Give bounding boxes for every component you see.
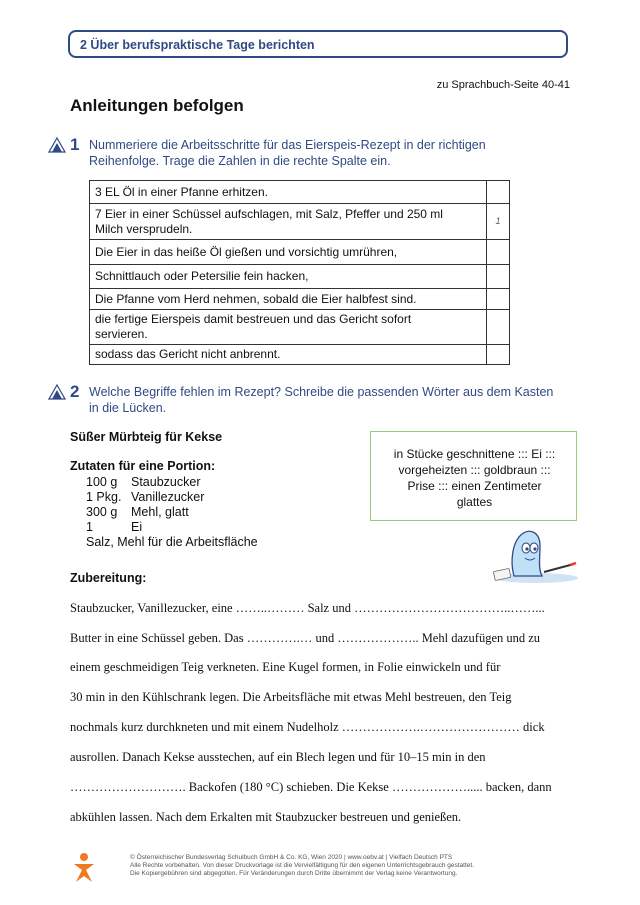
word-box-line: glattes bbox=[456, 495, 493, 509]
footer-copyright: © Österreichischer Bundesverlag Schulbuch GmbH & Co. KG, Wien 2020 | www.oebv.at | Vielfach Deutsch PTS Alle Rechte vorbehalten. Von dieser Druckvorlage ist die Vervielfältigung für den eigenen Unterrichtsgebrauch gestattet. Die Kopiergebühren sind abgegolten. Für Veränderungen durch Dritte übernimmt der Verlag keine Verantwortung. bbox=[130, 854, 474, 877]
step-text: 3 EL Öl in einer Pfanne erhitzen. bbox=[90, 181, 487, 204]
step-number-cell[interactable] bbox=[487, 345, 510, 365]
preparation-line[interactable]: Staubzucker, Vanillezucker, eine ……..……… Salz und ………………………………..……... bbox=[70, 601, 545, 615]
ingredient-list bbox=[86, 475, 258, 550]
task-number: 1 bbox=[70, 135, 80, 154]
task-instruction: Nummeriere die Arbeitsschritte für das Eierspeis-Rezept in der richtigen Reihenfolge. Trage die Zahlen in die rechte Spalte ein. bbox=[89, 138, 486, 168]
table-row bbox=[90, 289, 510, 310]
page-title: Anleitungen befolgen bbox=[70, 96, 244, 115]
preparation-line[interactable]: ………………………. Backofen (180 °C) schieben. Die Kekse ………………..... backen, dann bbox=[70, 780, 552, 794]
task-number: 2 bbox=[70, 382, 80, 401]
table-row bbox=[90, 204, 510, 240]
list-item: Salz, Mehl für die Arbeitsfläche bbox=[86, 535, 258, 549]
steps-table bbox=[89, 180, 510, 365]
table-row bbox=[90, 345, 510, 365]
step-text: Schnittlauch oder Petersilie fein hacken, bbox=[90, 265, 487, 289]
ingredients-title: Zutaten für eine Portion: bbox=[70, 459, 216, 473]
preparation-title: Zubereitung: bbox=[70, 571, 147, 585]
list-item: 300 g Mehl, glatt bbox=[86, 505, 189, 519]
difficulty-triangle-icon bbox=[48, 384, 66, 400]
table-row bbox=[90, 310, 510, 345]
step-text: Die Pfanne vom Herd nehmen, sobald die Eier halbfest sind. bbox=[90, 289, 487, 310]
publisher-logo-icon bbox=[70, 852, 98, 884]
list-item: 1 Pkg. Vanillezucker bbox=[86, 490, 205, 504]
word-box-line: Prise ::: einen Zentimeter bbox=[407, 479, 542, 493]
difficulty-triangle-icon bbox=[48, 137, 66, 153]
step-number-cell[interactable] bbox=[487, 240, 510, 265]
preparation-line: abkühlen lassen. Nach dem Erkalten mit Staubzucker bestreuen und genießen. bbox=[70, 810, 462, 824]
list-item: 1 Ei bbox=[86, 520, 143, 534]
chapter-title: 2 Über berufspraktische Tage berichten bbox=[80, 38, 315, 52]
preparation-line[interactable]: nochmals kurz durchkneten und mit einem Nudelholz ……………….…………………… dick bbox=[70, 720, 545, 734]
step-number-cell[interactable]: 1 bbox=[487, 204, 510, 240]
list-item: 100 g Staubzucker bbox=[86, 475, 201, 489]
word-box-line: in Stücke geschnittene ::: Ei ::: bbox=[393, 447, 556, 461]
mascot-illustration bbox=[484, 524, 580, 586]
step-text: Die Eier in das heiße Öl gießen und vorsichtig umrühren, bbox=[90, 240, 487, 265]
table-row bbox=[90, 181, 510, 204]
table-row bbox=[90, 265, 510, 289]
word-box-line: vorgeheizten ::: goldbraun ::: bbox=[398, 463, 551, 477]
step-number-cell[interactable] bbox=[487, 181, 510, 204]
preparation-line: ausrollen. Danach Kekse ausstechen, auf ein Blech legen und für 10–15 min in den bbox=[70, 750, 486, 764]
step-number-cell[interactable] bbox=[487, 310, 510, 345]
preparation-line: einem geschmeidigen Teig verkneten. Eine Kugel formen, in Folie einwickeln und für bbox=[70, 660, 501, 674]
step-text: die fertige Eierspeis damit bestreuen und das Gericht sofort servieren. bbox=[90, 310, 487, 345]
table-row bbox=[90, 240, 510, 265]
step-text: sodass das Gericht nicht anbrennt. bbox=[90, 345, 487, 365]
page-reference: zu Sprachbuch-Seite 40-41 bbox=[436, 79, 570, 91]
step-text: 7 Eier in einer Schüssel aufschlagen, mit Salz, Pfeffer und 250 ml Milch versprudeln. bbox=[90, 204, 487, 240]
step-number-cell[interactable] bbox=[487, 265, 510, 289]
step-number-cell[interactable] bbox=[487, 289, 510, 310]
word-box bbox=[370, 431, 577, 521]
preparation-line: 30 min in den Kühlschrank legen. Die Arbeitsfläche mit etwas Mehl bestreuen, den Teig bbox=[70, 690, 512, 704]
task-instruction: Welche Begriffe fehlen im Rezept? Schreibe die passenden Wörter aus dem Kasten in die Lücken. bbox=[89, 385, 554, 415]
recipe-title: Süßer Mürbteig für Kekse bbox=[70, 430, 223, 444]
preparation-line[interactable]: Butter in eine Schüssel geben. Das ………….… und ……………….. Mehl dazufügen und zu bbox=[70, 631, 541, 645]
